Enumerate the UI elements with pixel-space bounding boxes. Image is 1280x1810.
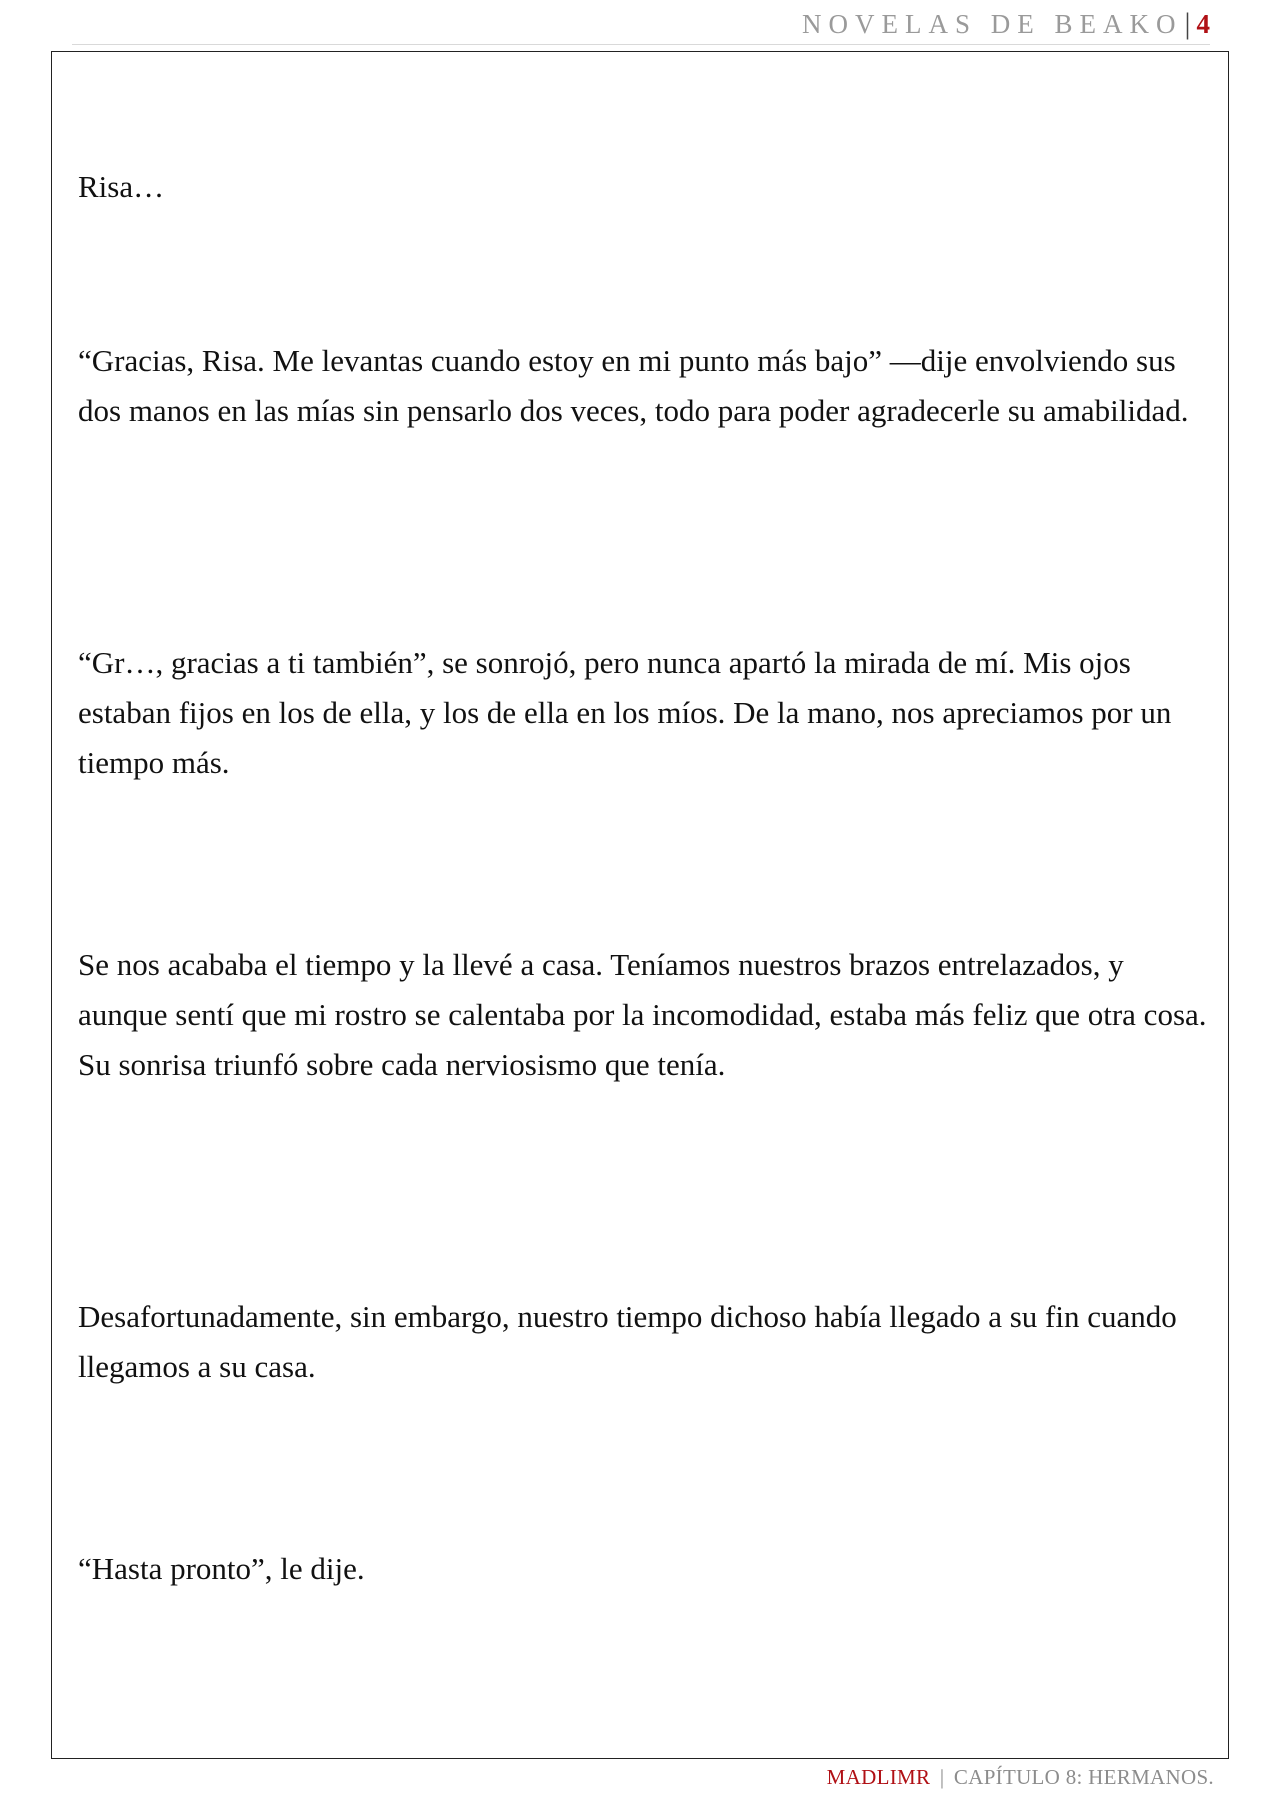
footer-separator: | xyxy=(939,1765,945,1789)
paragraph-6: “Hasta pronto”, le dije. xyxy=(78,1551,365,1586)
page-number: 4 xyxy=(1196,8,1210,39)
footer-author: MADLIMR xyxy=(826,1765,931,1789)
header-rule xyxy=(72,44,1210,45)
page-content-frame xyxy=(51,51,1229,1759)
book-title: NOVELAS DE BEAKO xyxy=(802,8,1183,39)
paragraph-4: Se nos acababa el tiempo y la llevé a casa. Teníamos nuestros brazos entrelazados, y aunque sentí que mi rostro se calentaba por la incomodidad, estaba más feliz que otra cosa. Su sonrisa triunfó sobre cada nerviosismo que tenía. xyxy=(78,947,1207,1082)
running-footer xyxy=(827,1765,1214,1790)
paragraph-3: “Gr…, gracias a ti también”, se sonrojó, pero nunca apartó la mirada de mí. Mis ojos estaban fijos en los de ella, y los de ella en los míos. De la mano, nos apreciamos por un tiempo más. xyxy=(78,645,1172,780)
paragraph-1: Risa… xyxy=(78,169,165,204)
running-header xyxy=(802,6,1210,42)
paragraph-5: Desafortunadamente, sin embargo, nuestro tiempo dichoso había llegado a su fin cuando llegamos a su casa. xyxy=(78,1299,1177,1384)
footer-chapter: CAPÍTULO 8: HERMANOS. xyxy=(953,1765,1214,1789)
header-separator: | xyxy=(1184,7,1191,40)
paragraph-2: “Gracias, Risa. Me levantas cuando estoy en mi punto más bajo” —dije envolviendo sus dos manos en las mías sin pensarlo dos veces, todo para poder agradecerle su amabilidad. xyxy=(78,343,1189,428)
